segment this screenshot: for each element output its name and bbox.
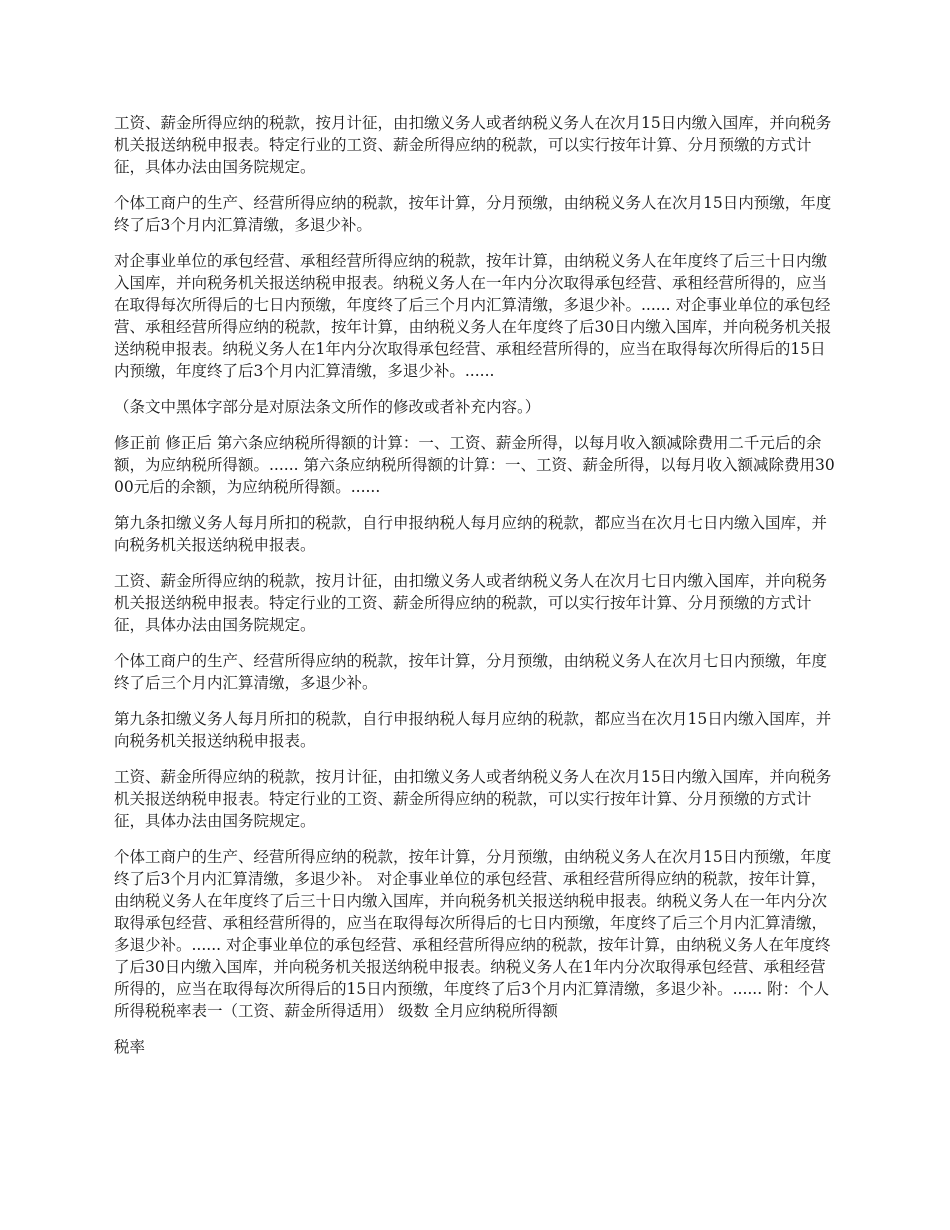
paragraph-wage-tax-after: 工资、薪金所得应纳的税款，按月计征，由扣缴义务人或者纳税义务人在次月15日内缴入国库，并向税务机关报送纳税申报表。特定行业的工资、薪金所得应纳的税款，可以实行按年计算、分月预缴的方式计征，具体办法由国务院规定。 <box>114 768 832 830</box>
paragraph-wage-tax-before: 工资、薪金所得应纳的税款，按月计征，由扣缴义务人或者纳税义务人在次月七日内缴入国库，并向税务机关报送纳税申报表。特定行业的工资、薪金所得应纳的税款，可以实行按年计算、分月预缴的方式计征，具体办法由国务院规定。 <box>114 572 828 634</box>
paragraph-business-tax-before: 个体工商户的生产、经营所得应纳的税款，按年计算，分月预缴，由纳税义务人在次月七日内预缴，年度终了后三个月内汇算清缴，多退少补。 <box>114 652 828 692</box>
paragraph-business-and-contract-after: 个体工商户的生产、经营所得应纳的税款，按年计算，分月预缴，由纳税义务人在次月15日内预缴，年度终了后3个月内汇算清缴，多退少补。 对企事业单位的承包经营、承租经营所得应纳的税款，按年计算，由纳税义务人在年度终了后三十日内缴入国库，并向税务机关报送纳税申报表。纳税义务人在一年内分次取得承包经营、承租经营所得的，应当在取得每次所得后的七日内预缴，年度终了后三个月内汇算清缴，多退少补。...... 对企事业单位的承包经营、承租经营所得应纳的税款，按年计算，由纳税义务人在年度终了后30日内缴入国库，并向税务机关报送纳税申报表。纳税义务人在1年内分次取得承包经营、承租经营所得的，应当在取得每次所得后的15日内预缴，年度终了后3个月内汇算清缴，多退少补。...... 附：个人所得税税率表一（工资、薪金所得适用） 级数 全月应纳税所得额 <box>114 848 832 1020</box>
paragraph-article-9-before: 第九条扣缴义务人每月所扣的税款，自行申报纳税人每月应纳的税款，都应当在次月七日内缴入国库，并向税务机关报送纳税申报表。 <box>114 514 828 554</box>
paragraph-tax-rate-label: 税率 <box>114 1038 146 1056</box>
paragraph-business-tax: 个体工商户的生产、经营所得应纳的税款，按年计算，分月预缴，由纳税义务人在次月15日内预缴，年度终了后3个月内汇算清缴，多退少补。 <box>114 194 832 234</box>
paragraph-contract-lease-tax: 对企事业单位的承包经营、承租经营所得应纳的税款，按年计算，由纳税义务人在年度终了后三十日内缴入国库，并向税务机关报送纳税申报表。纳税义务人在一年内分次取得承包经营、承租经营所得的，应当在取得每次所得后的七日内预缴，年度终了后三个月内汇算清缴，多退少补。...... 对企事业单位的承包经营、承租经营所得应纳的税款，按年计算，由纳税义务人在年度终了后30日内缴入国库，并向税务机关报送纳税申报表。纳税义务人在1年内分次取得承包经营、承租经营所得的，应当在取得每次所得后的15日内预缴，年度终了后3个月内汇算清缴，多退少补。...... <box>114 252 832 380</box>
paragraph-note: （条文中黑体字部分是对原法条文所作的修改或者补充内容。） <box>114 398 541 416</box>
paragraph-article-9-after: 第九条扣缴义务人每月所扣的税款，自行申报纳税人每月应纳的税款，都应当在次月15日内缴入国库，并向税务机关报送纳税申报表。 <box>114 710 832 750</box>
paragraph-article-6-comparison: 修正前 修正后 第六条应纳税所得额的计算：一、工资、薪金所得，以每月收入额减除费用二千元后的余额，为应纳税所得额。...... 第六条应纳税所得额的计算：一、工资、薪金所得，以每月收入额减除费用3000元后的余额，为应纳税所得额。...... <box>114 434 835 496</box>
document-body <box>114 112 836 1072</box>
paragraph-wage-tax-monthly: 工资、薪金所得应纳的税款，按月计征，由扣缴义务人或者纳税义务人在次月15日内缴入国库，并向税务机关报送纳税申报表。特定行业的工资、薪金所得应纳的税款，可以实行按年计算、分月预缴的方式计征，具体办法由国务院规定。 <box>114 114 832 176</box>
